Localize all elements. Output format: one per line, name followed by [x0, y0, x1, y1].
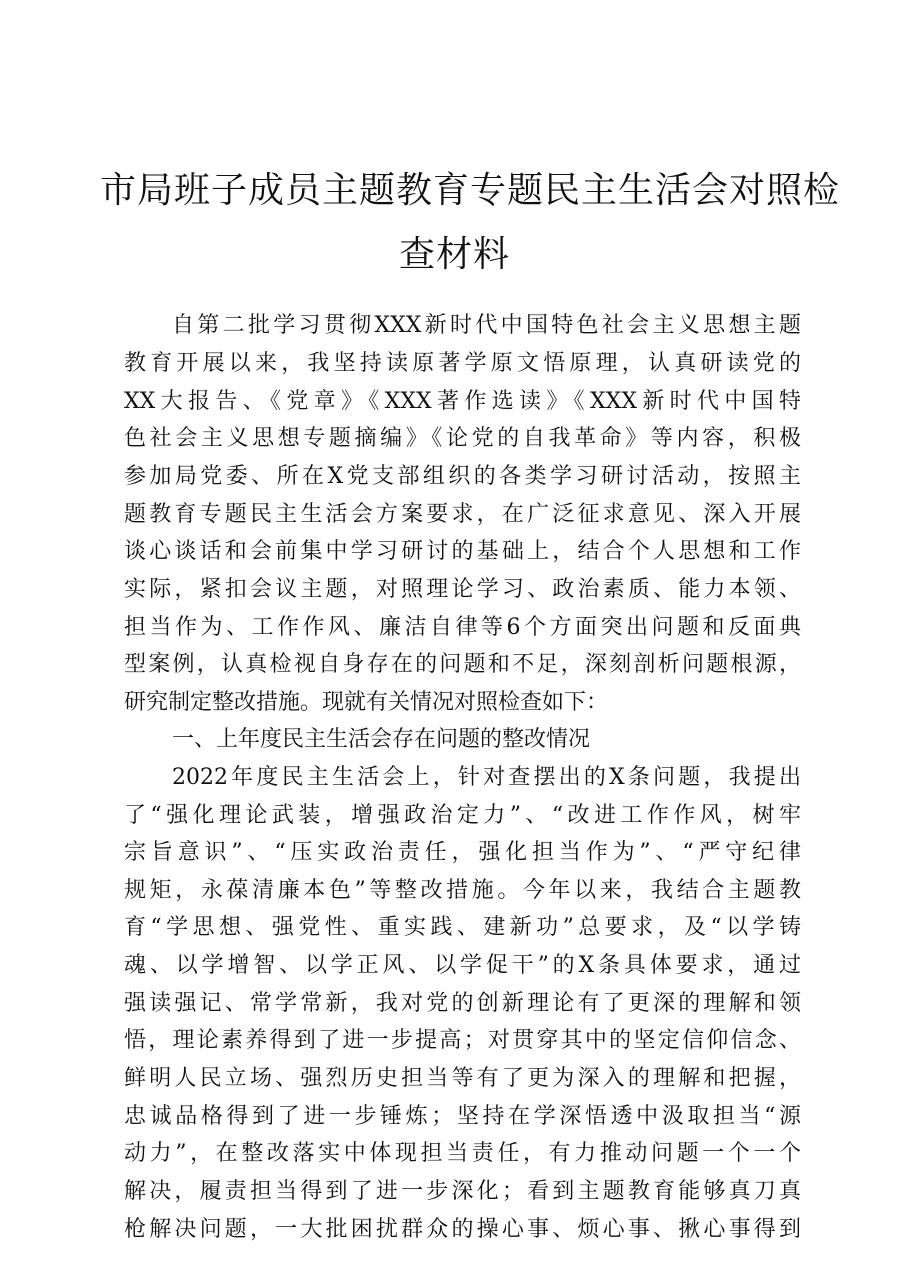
paragraph-line: 规矩，永葆清廉本色”等整改措施。今年以来，我结合主题教: [124, 878, 801, 903]
paragraph-line: XX大报告、《党章》《XXX著作选读》《XXX新时代中国特: [124, 389, 801, 414]
paragraph-line: 了“强化理论武装，增强政治定力”、“改进工作作风，树牢: [124, 803, 801, 828]
paragraph-line: 研究制定整改措施。现就有关情况对照检查如下：: [124, 690, 609, 715]
paragraph-line: 强读强记、常学常新，我对党的创新理论有了更深的理解和领: [124, 991, 801, 1016]
paragraph-line: 型案例，认真检视自身存在的问题和不足，深刻剖析问题根源，: [124, 652, 801, 677]
paragraph-line: 悟，理论素养得到了进一步提高；对贯穿其中的坚定信仰信念、: [124, 1028, 801, 1053]
paragraph-line: 谈心谈话和会前集中学习研讨的基础上，结合个人思想和工作: [124, 539, 801, 564]
paragraph-line: 色社会主义思想专题摘编》《论党的自我革命》等内容，积极: [124, 426, 801, 451]
paragraph-line: 题教育专题民主生活会方案要求，在广泛征求意见、深入开展: [124, 502, 801, 527]
section-heading: 一、上年度民主生活会存在问题的整改情况: [172, 727, 591, 752]
paragraph-line: 参加局党委、所在X党支部组织的各类学习研讨活动，按照主: [124, 464, 801, 489]
paragraph-line: 宗旨意识”、“压实政治责任，强化担当作为”、“严守纪律: [124, 840, 801, 865]
paragraph-line: 枪解决问题，一大批困扰群众的操心事、烦心事、揪心事得到: [124, 1217, 801, 1242]
paragraph-line: 教育开展以来，我坚持读原著学原文悟原理，认真研读党的: [124, 351, 801, 376]
paragraph-line: 动力”，在整改落实中体现担当责任，有力推动问题一个一个: [124, 1141, 801, 1166]
document-title-line-2: 查材料: [398, 234, 510, 275]
paragraph-line: 实际，紧扣会议主题，对照理论学习、政治素质、能力本领、: [124, 577, 801, 602]
paragraph-line: 自第二批学习贯彻XXX新时代中国特色社会主义思想主题: [172, 313, 801, 338]
paragraph-line: 魂、以学增智、以学正风、以学促干”的X条具体要求，通过: [124, 953, 801, 978]
paragraph-line: 担当作为、工作作风、廉洁自律等6个方面突出问题和反面典: [124, 615, 801, 640]
document-title-line-1: 市局班子成员主题教育专题民主生活会对照检: [100, 170, 841, 211]
paragraph-line: 2022年度民主生活会上，针对查摆出的X条问题，我提出: [172, 765, 801, 790]
paragraph-line: 忠诚品格得到了进一步锤炼；坚持在学深悟透中汲取担当“源: [124, 1104, 801, 1129]
paragraph-line: 解决，履责担当得到了进一步深化；看到主题教育能够真刀真: [124, 1179, 801, 1204]
paragraph-line: 鲜明人民立场、强烈历史担当等有了更为深入的理解和把握，: [124, 1066, 801, 1091]
paragraph-line: 育“学思想、强党性、重实践、建新功”总要求，及“以学铸: [124, 915, 801, 940]
